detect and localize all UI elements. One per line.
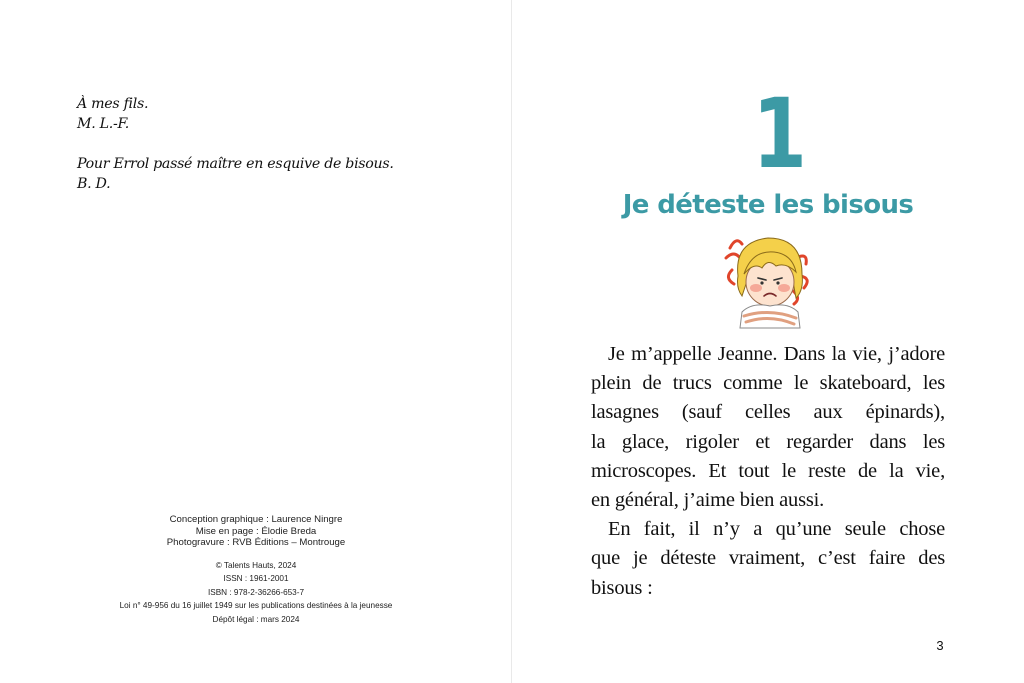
page-gutter [511, 0, 512, 683]
credit-line: Photogravure : RVB Éditions – Montrouge [166, 537, 346, 548]
grumpy-girl-illustration [722, 228, 816, 332]
legal-line: ISBN : 978-2-36266-653-7 [207, 587, 305, 597]
text-line: en général, j’aime bien aussi. [591, 489, 825, 512]
legal-line: ISSN : 1961-2001 [223, 574, 289, 583]
legal-line: © Talents Hauts, 2024 [215, 560, 297, 570]
legal-line: Dépôt légal : mars 2024 [212, 614, 300, 624]
text-line: Je m’appelle Jeanne. Dans la vie, j’adore [608, 343, 945, 365]
publishing-credits [100, 514, 412, 626]
text-line: lasagnes (sauf celles aux épinards), [591, 401, 945, 424]
chapter-title: Je déteste les bisous [622, 190, 914, 220]
dedication-line: Pour Errol passé maître en esquive de bisous. [77, 156, 394, 172]
text-line: plein de trucs comme le skateboard, les [591, 372, 945, 395]
text-line: bisous : [591, 576, 653, 599]
dedication [77, 94, 497, 194]
legal-line: Loi n° 49-956 du 16 juillet 1949 sur les publications destinées à la jeunesse [119, 601, 393, 610]
page-number: 3 [936, 638, 944, 653]
credit-line: Mise en page : Élodie Breda [195, 525, 317, 537]
text-line: la glace, rigoler et regarder dans les [591, 430, 945, 453]
dedication-line: À mes fils. [77, 96, 149, 112]
text-line: En fait, il n’y a qu’une seule chose [608, 518, 945, 541]
chapter-number: 1 [752, 78, 804, 190]
text-line: microscopes. Et tout le reste de la vie, [591, 459, 945, 482]
dedication-line: M. L.-F. [77, 116, 130, 132]
text-line: que je déteste vraiment, c’est faire des [591, 547, 945, 570]
chapter-body-text [591, 340, 945, 603]
credit-line: Conception graphique : Laurence Ningre [169, 514, 343, 525]
dedication-line: B. D. [77, 176, 111, 192]
